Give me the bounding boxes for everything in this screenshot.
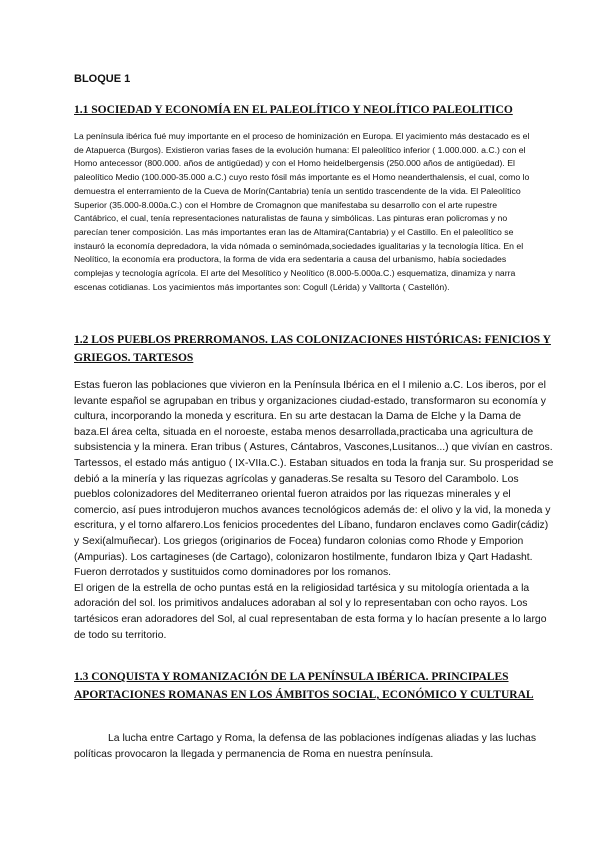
section-heading-1: 1.1 SOCIEDAD Y ECONOMÍA EN EL PALEOLÍTICO Y NEOLÍTICO PALEOLITICO (74, 104, 513, 116)
section-heading-3: 1.3 CONQUISTA Y ROMANIZACIÓN DE LA PENÍNSULA IBÉRICA. PRINCIPALES APORTACIONES ROMANAS EN LOS ÁMBITOS SOCIAL, ECONÓMICO Y CULTURAL (74, 671, 534, 701)
section-body-2-container (74, 378, 554, 643)
section-body-3: La lucha entre Cartago y Roma, la defensa de las poblaciones indígenas aliadas y las luchas políticas provocaron la llegada y permanencia de Roma en nuestra península. (74, 733, 537, 760)
block-title: BLOQUE 1 (74, 73, 131, 85)
section-body-1: La península ibérica fué muy importante en el proceso de hominización en Europa. El yacimiento más destacado es el de Atapuerca (Burgos). Existieron varias fases de la evolución humana: El paleolítico inferior ( 1.000.000. a.C.) con el Homo antecessor (800.000. años de antigüedad) y con el Homo heidelbergensis (250.000 años de antigüedad). El paleolítico Medio (100.000-35.000 a.C.) cuyo resto fósil más importante es el Homo neanderthalensis, el cual, como lo demuestra el enterramiento de la Cueva de Morín(Cantabria) tenía un sentido trascendente de la vida. El Paleolítico Superior (35.000-8.000a.C.) con el Hombre de Cromagnon que manifestaba su desarrollo con el arte rupestre Cantábrico, el cual, tenía representaciones naturalistas de fauna y simbólicas. Las pinturas eran policromas y no parecían tener composición. Las más importantes eran las de Altamira(Cantabria) y el Castillo. En el paleolítico se instauró la economía depredadora, la vida nómada o seminómada,sociedades igualitarias y la tecnología lítica. En el Neolítico, la economía era productora, la forma de vida era sedentaria a causa del urbanismo, había sociedades complejas y tecnología agrícola. El arte del Mesolítico y Neolítico (8.000-5.000a.C.) esquematiza, dinamiza y narra escenas cotidianas. Los yacimientos más importantes son: Cogull (Lérida) y Valltorta ( Castellón). (74, 131, 530, 292)
section-body-2: Estas fueron las poblaciones que vivieron en la Península Ibérica en el I milenio a.C. Los iberos, por el levante español se agrupaban en tribus y organizaciones ciudad-estado, transformaron su economía y cultura, incorporando la moneda y escritura. En su arte destacan la Dama de Elche y la Dama de baza.El área celta, situada en el noroeste, estaba menos desarrollada,practicaba una agricultura de subsistencia y la minera. Eran tribus ( Astures, Cántabros, Vascones,Lusitanos...) que vivían en castros. Tartessos, el estado más antiguo ( IX-VIIa.C.). Estaban situados en toda la franja sur. Su prosperidad se debió a la minería y las riquezas agrícolas y ganaderas.Se resalta su Tesoro del Carambolo. Los pueblos colonizadores del Mediterraneo oriental fueron atraidos por las riquezas minerales y el comercio, así pues introdujeron muchos avances tecnológicos además de: el olivo y la vid, la moneda y escritura, y el torno alfarero.Los fenicios procedentes del Líbano, fundaron enclaves como Gadir(cádiz) y Sexi(almuñecar). Los griegos (originarios de Focea) fundaron colonias como Rhode y Emporion (Ampurias). Los cartagineses (de Cartago), colonizaron hostilmente, fundaron Ibiza y Qart Hadasht. Fueron derrotados y sustituidos como dominadores por los romanos. (74, 380, 554, 579)
section-body-2-extra: El origen de la estrella de ocho puntas está en la religiosidad tartésica y su mitología orientada a la adoración del sol. los primitivos andaluces adoraban al sol y lo representaban con ocho rayos. Los tartésicos eran adoradores del Sol, al cual representaban de esta forma y lo hacían presente a lo largo de todo su territorio. (74, 582, 547, 641)
section-heading-2: 1.2 LOS PUEBLOS PRERROMANOS. LAS COLONIZACIONES HISTÓRICAS: FENICIOS Y GRIEGOS. TARTESOS (74, 334, 551, 364)
